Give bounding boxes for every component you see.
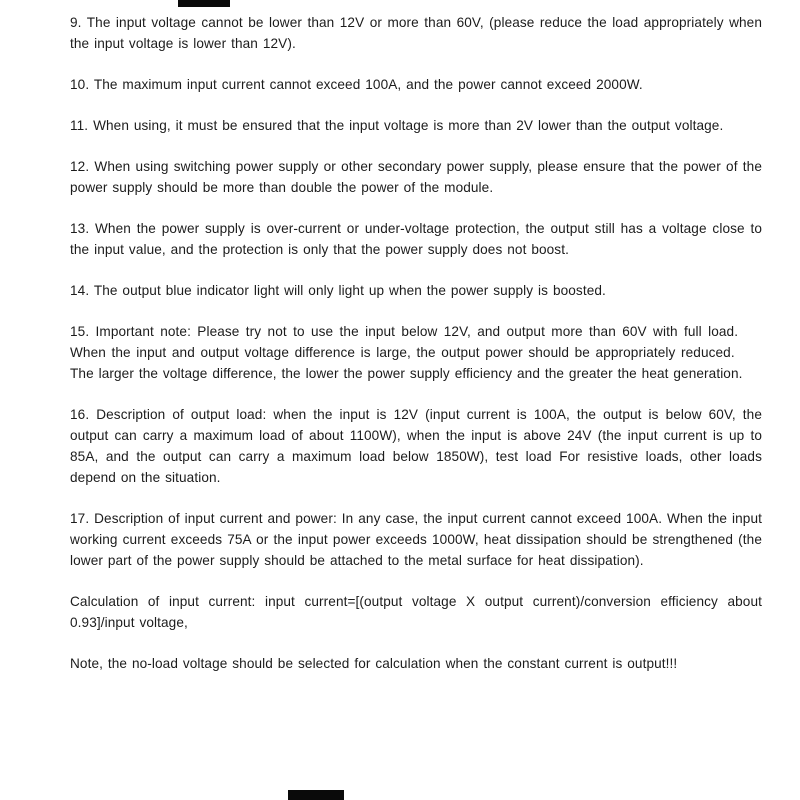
instruction-item-12: 12. When using switching power supply or other secondary power supply, please ensure that the power of the power supply should be more than double the power of the module. <box>70 159 762 195</box>
instruction-item-11: 11. When using, it must be ensured that the input voltage is more than 2V lower than the output voltage. <box>70 118 724 133</box>
instruction-page <box>70 12 762 694</box>
instruction-item-10: 10. The maximum input current cannot exceed 100A, and the power cannot exceed 2000W. <box>70 77 643 92</box>
instruction-item-16: 16. Description of output load: when the input is 12V (input current is 100A, the output is below 60V, the output can carry a maximum load of about 1100W), when the input is above 24V (the input current is up to 85A, and the output can carry a maximum load below 1850W), test load For resistive loads, other loads depend on the situation. <box>70 407 762 485</box>
instruction-item-13: 13. When the power supply is over-current or under-voltage protection, the output still has a voltage close to the input value, and the protection is only that the power supply does not boost. <box>70 221 762 257</box>
instruction-item-17: 17. Description of input current and power: In any case, the input current cannot exceed 100A. When the input working current exceeds 75A or the input power exceeds 1000W, heat dissipation should be strengthened (the lower part of the power supply should be attached to the metal surface for heat dissipation). <box>70 511 762 568</box>
instruction-item-15: 15. Important note: Please try not to use the input below 12V, and output more than 60V with full load. When the input and output voltage difference is large, the output power should be appropriately reduced. The larger the voltage difference, the lower the power supply efficiency and the greater the heat generation. <box>70 324 762 381</box>
bottom-crop-artifact <box>288 790 344 800</box>
top-crop-artifact <box>178 0 230 7</box>
constant-current-note: Note, the no-load voltage should be selected for calculation when the constant current is output!!! <box>70 656 678 671</box>
instruction-item-9: 9. The input voltage cannot be lower than 12V or more than 60V, (please reduce the load appropriately when the input voltage is lower than 12V). <box>70 15 762 51</box>
instruction-item-14: 14. The output blue indicator light will only light up when the power supply is boosted. <box>70 283 606 298</box>
input-current-calculation: Calculation of input current: input current=[(output voltage X output current)/conversion efficiency about 0.93]/input voltage, <box>70 594 762 630</box>
